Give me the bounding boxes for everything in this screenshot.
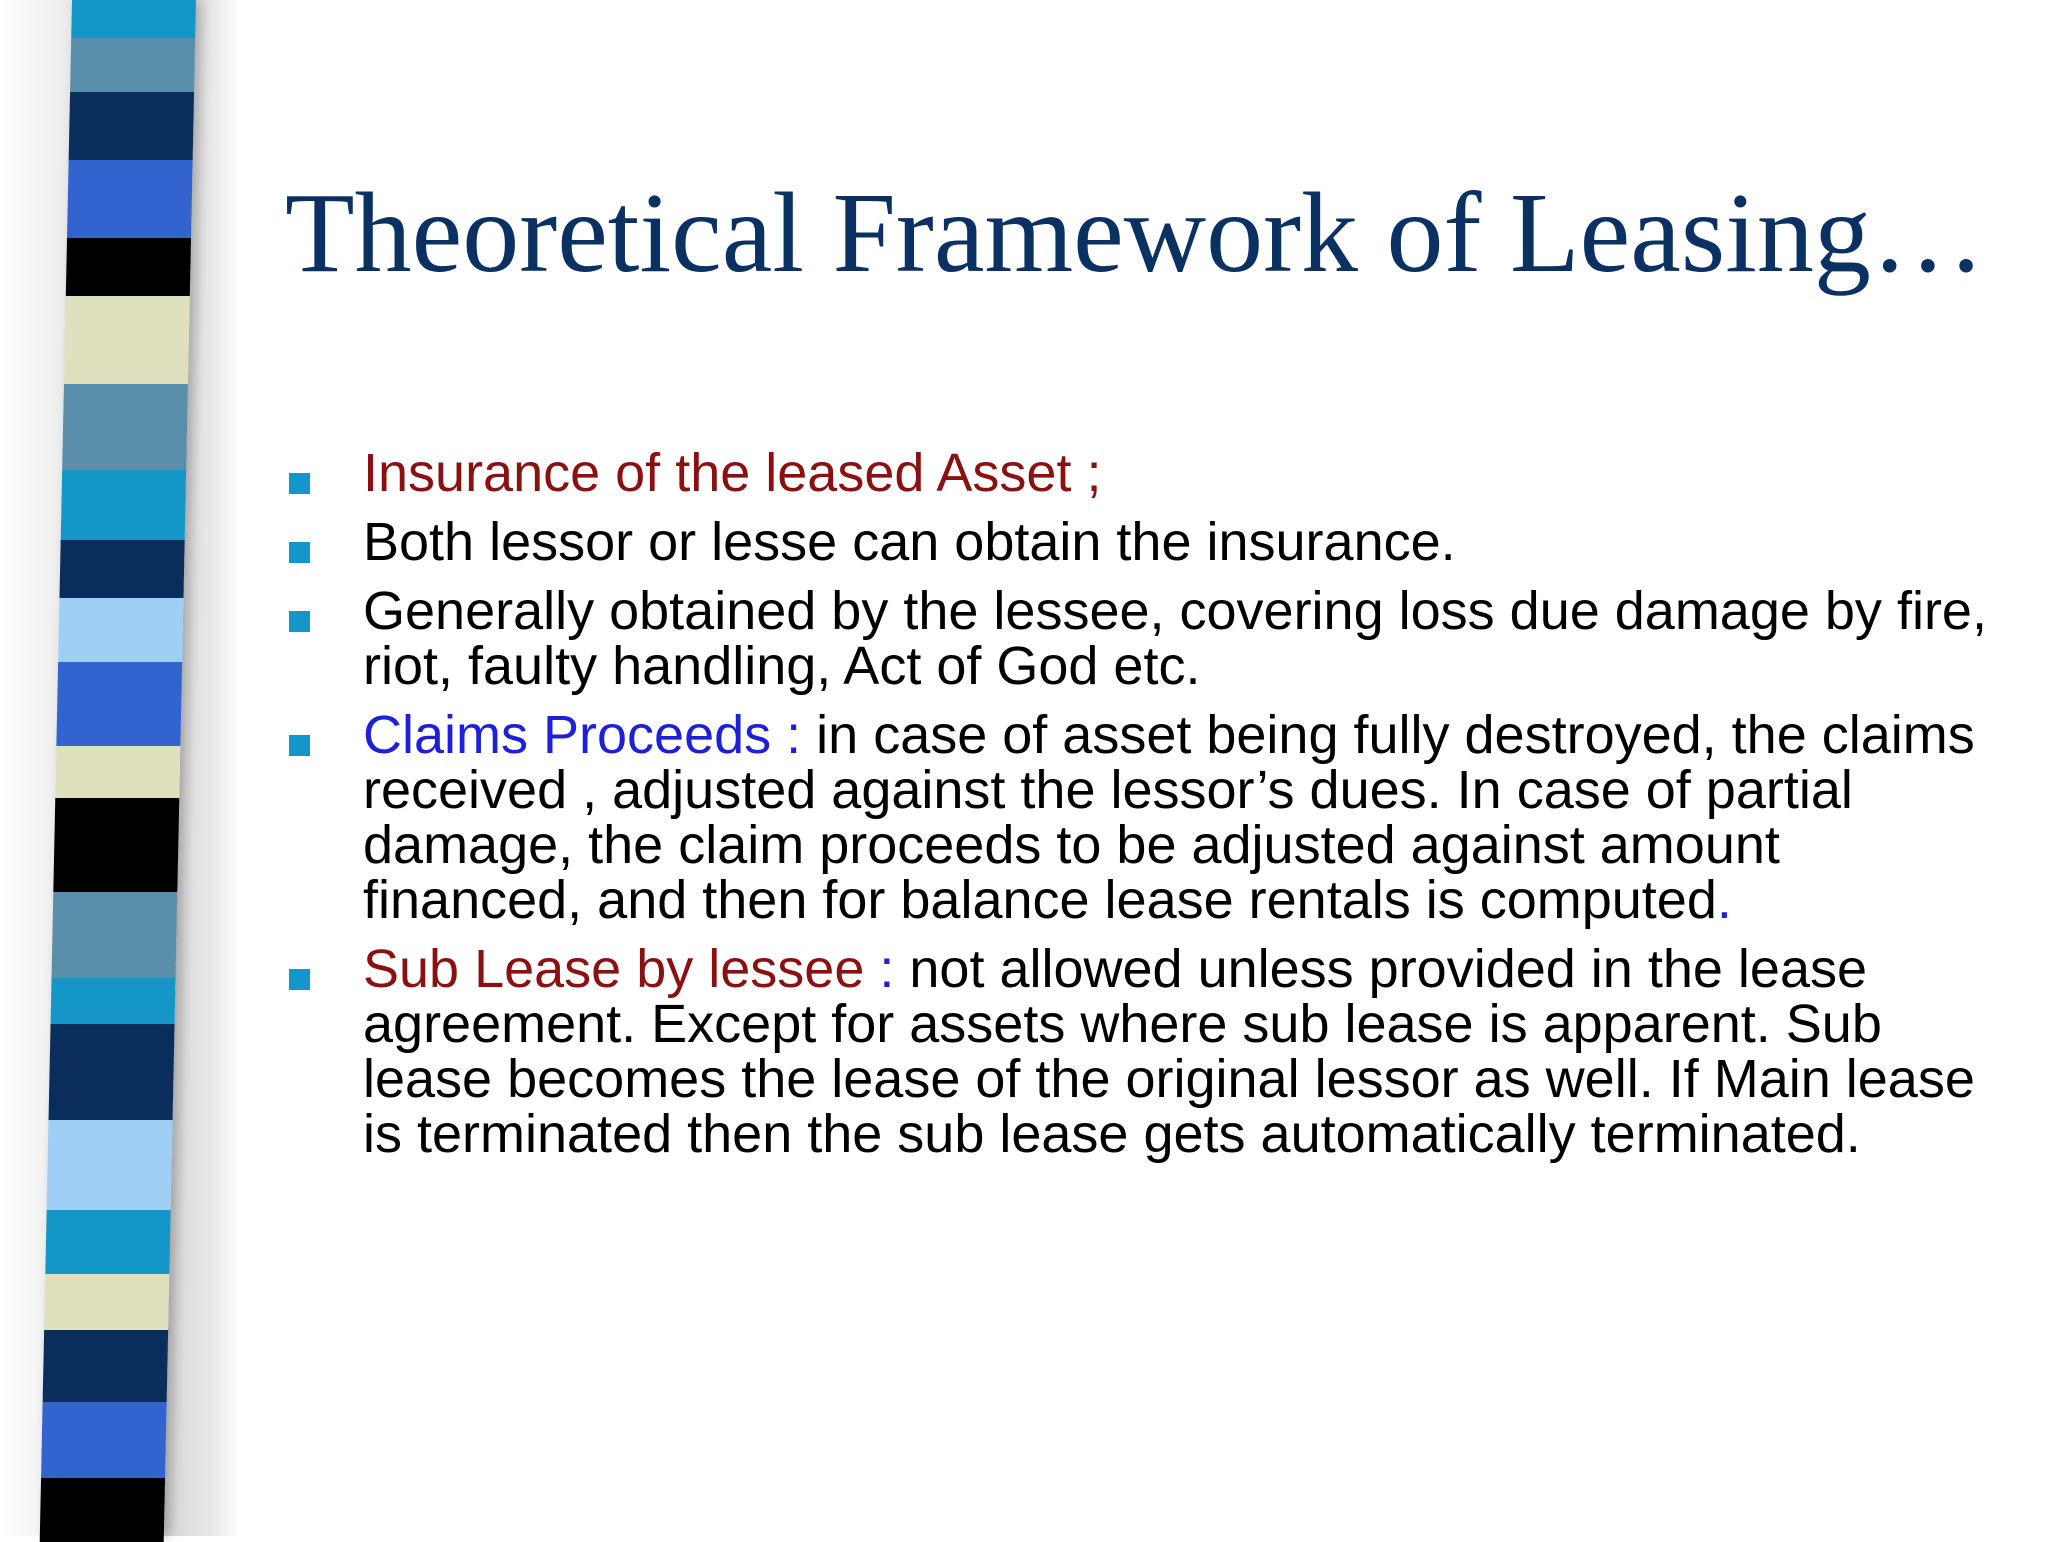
bullet-who-obtains — [285, 512, 2005, 572]
slide-title: Theoretical Framework of Leasing… — [285, 169, 1985, 296]
bullet-separator: : — [879, 939, 895, 999]
square-bullet-icon — [289, 735, 310, 756]
strip-band — [41, 1402, 167, 1478]
bullet-coverage — [285, 581, 2005, 696]
strip-band — [43, 1330, 169, 1402]
bullet-heading: Claims Proceeds : — [363, 705, 802, 765]
bullet-sub-lease — [285, 939, 2005, 1164]
strip-band — [66, 238, 191, 296]
strip-band — [53, 798, 179, 892]
bullet-heading: Sub Lease by lessee — [363, 939, 880, 999]
strip-band — [70, 38, 195, 92]
strip-band — [51, 978, 176, 1024]
strip-band — [64, 296, 190, 384]
strip-band — [44, 1274, 169, 1330]
strip-band — [61, 470, 186, 540]
strip-band — [59, 540, 184, 598]
square-bullet-icon — [289, 969, 310, 990]
bullet-trailing-period: . — [1716, 870, 1732, 930]
square-bullet-icon — [289, 542, 310, 563]
bullet-text: in case of asset being fully destroyed, the claims received , adjusted against the lessor’s dues. In case of partial damage, the claim proceeds to be adjusted against amount financed, and then for balance lease rentals is computed — [363, 705, 1975, 930]
bullet-text: Generally obtained by the lessee, covering loss due damage by fire, riot, faulty handling, Act of God etc. — [363, 581, 1987, 696]
strip-band — [52, 892, 178, 978]
bullet-claims — [285, 705, 2005, 930]
strip-band — [49, 1024, 175, 1120]
bullet-insurance — [285, 443, 2005, 503]
strip-band — [58, 598, 183, 662]
bullet-list — [285, 443, 2005, 1176]
strip-band — [71, 0, 196, 38]
square-bullet-icon — [289, 473, 310, 494]
strip-band — [62, 384, 188, 470]
bullet-heading: Insurance of the leased Asset ; — [363, 443, 1102, 503]
strip-band — [40, 1478, 165, 1542]
bullet-text: not allowed unless provided in the lease agreement. Except for assets where sub lease is apparent. Sub lease becomes the lease of the original lessor as well. If Main lease is terminated then the sub lease gets automatically terminated. — [363, 939, 1975, 1164]
bullet-text: Both lessor or lesse can obtain the insurance. — [363, 512, 1456, 572]
strip-band — [56, 662, 182, 746]
strip-band — [47, 1120, 173, 1210]
strip-band — [55, 746, 180, 798]
strip-band — [67, 160, 193, 238]
strip-band — [69, 92, 194, 160]
square-bullet-icon — [289, 611, 310, 632]
strip-band — [45, 1210, 170, 1274]
